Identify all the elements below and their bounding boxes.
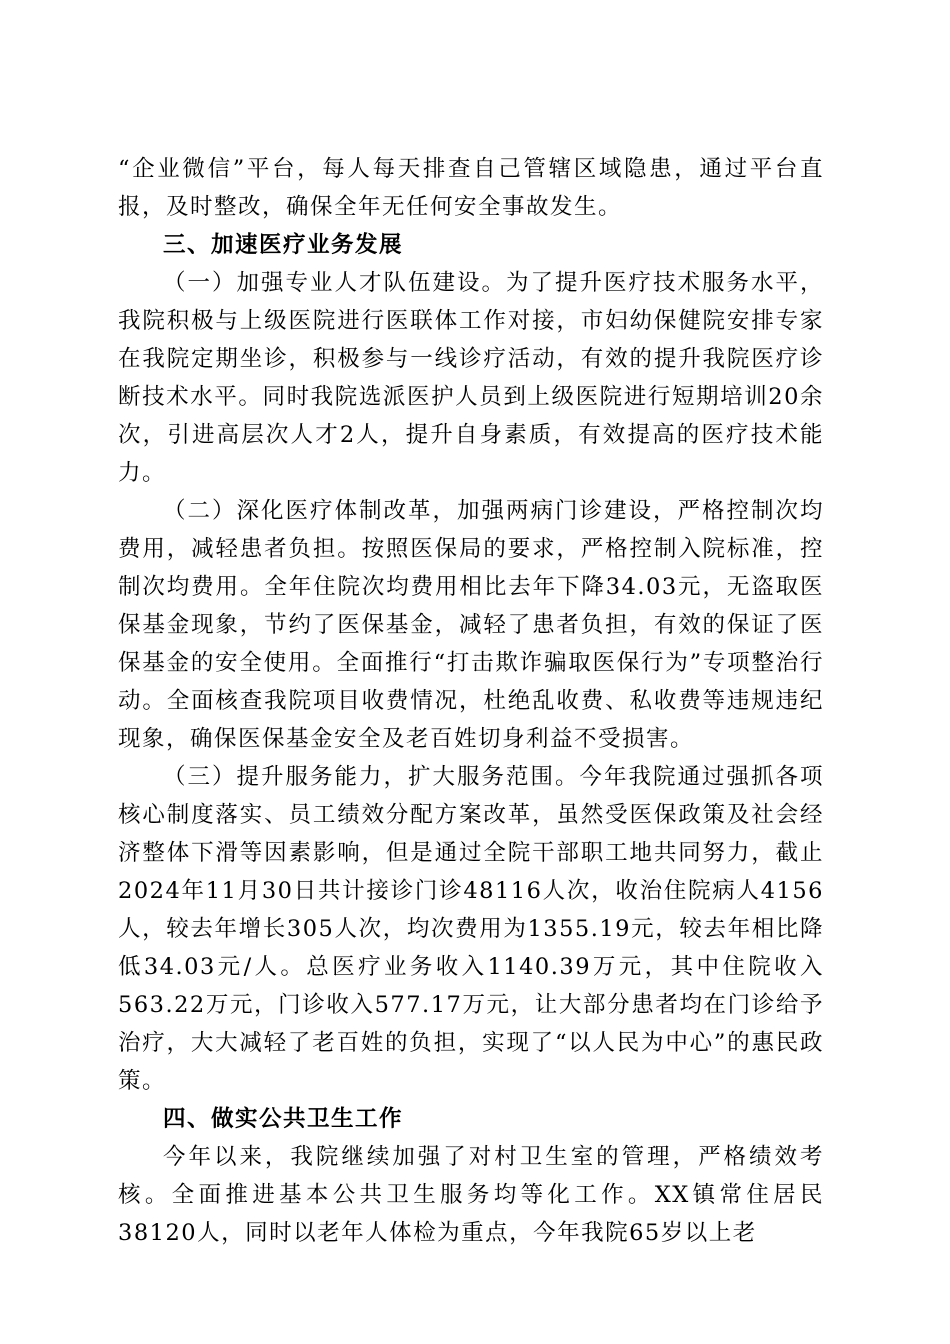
paragraph-safety-platform: “企业微信”平台，每人每天排查自己管辖区域隐患，通过平台直报，及时整改，确保全年无任何安全事故发生。 xyxy=(118,156,824,220)
paragraph-medical-reform: （二）深化医疗体制改革，加强两病门诊建设，严格控制次均费用，减轻患者负担。按照医保局的要求，严格控制入院标准，控制次均费用。全年住院次均费用相比去年下降34.03元，无盗取医保基金现象，节约了医保基金，减轻了患者负担，有效的保证了医保基金的安全使用。全面推行“打击欺诈骗取医保行为”专项整治行动。全面核查我院项目收费情况，杜绝乱收费、私收费等违规违纪现象，确保医保基金安全及老百姓切身利益不受损害。 xyxy=(118,498,824,752)
paragraph-public-health: 今年以来，我院继续加强了对村卫生室的管理，严格绩效考核。全面推进基本公共卫生服务均等化工作。XX镇常住居民38120人，同时以老年人体检为重点，今年我院65岁以上老 xyxy=(118,1144,824,1246)
document-body xyxy=(118,150,824,1252)
section-heading-public-health: 四、做实公共卫生工作 xyxy=(163,1106,404,1132)
paragraph-service-capacity: （三）提升服务能力，扩大服务范围。今年我院通过强抓各项核心制度落实、员工绩效分配方案改革，虽然受医保政策及社会经济整体下滑等因素影响，但是通过全院干部职工地共同努力，截止2024年11月30日共计接诊门诊48116人次，收治住院病人4156人，较去年增长305人次，均次费用为1355.19元，较去年相比降低34.03元/人。总医疗业务收入1140.39万元，其中住院收入563.22万元，门诊收入577.17万元，让大部分患者均在门诊给予治疗，大大减轻了老百姓的负担，实现了“以人民为中心”的惠民政策。 xyxy=(118,764,824,1094)
section-heading-medical-business: 三、加速医疗业务发展 xyxy=(163,232,404,258)
paragraph-talent-team: （一）加强专业人才队伍建设。为了提升医疗技术服务水平，我院积极与上级医院进行医联体工作对接，市妇幼保健院安排专家在我院定期坐诊，积极参与一线诊疗活动，有效的提升我院医疗诊断技术水平。同时我院选派医护人员到上级医院进行短期培训20余次，引进高层次人才2人，提升自身素质，有效提高的医疗技术能力。 xyxy=(118,270,824,486)
